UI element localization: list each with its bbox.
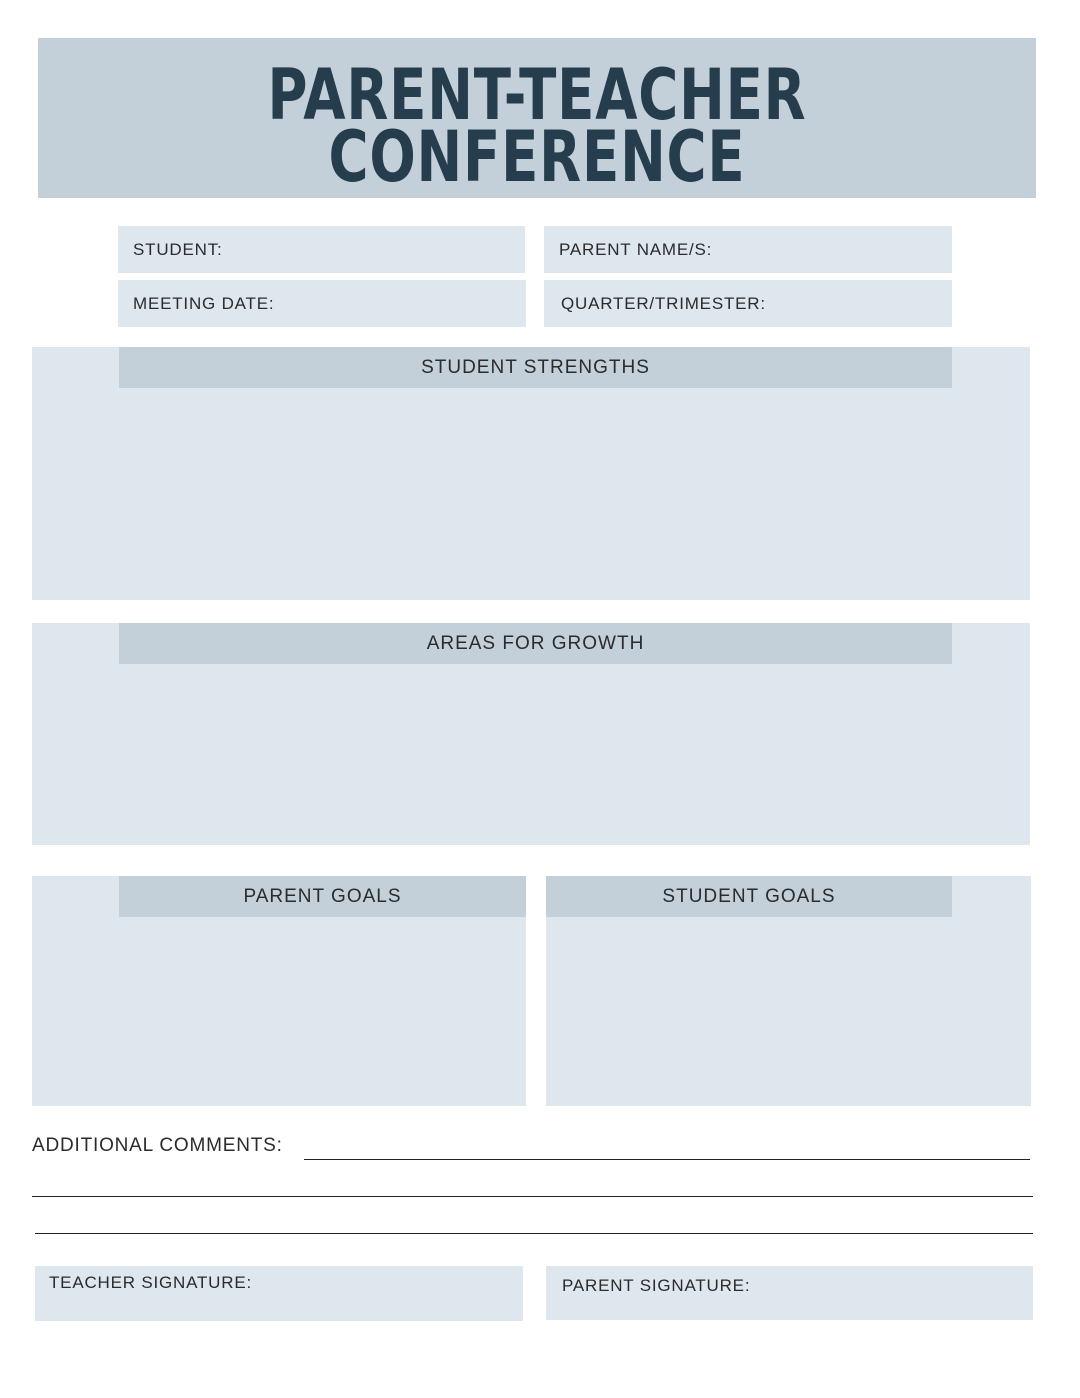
- parent-names-label: PARENT NAME/S:: [559, 239, 713, 259]
- comment-line-2[interactable]: [32, 1196, 1033, 1197]
- student-goals-heading: STUDENT GOALS: [546, 876, 952, 917]
- quarter-trimester-label: QUARTER/TRIMESTER:: [561, 293, 766, 313]
- teacher-signature-field[interactable]: [35, 1266, 523, 1321]
- quarter-trimester-field[interactable]: [544, 280, 952, 327]
- page-title-line-1: PARENT-TEACHER: [267, 54, 807, 136]
- parent-names-field[interactable]: [544, 226, 952, 273]
- parent-goals-heading: PARENT GOALS: [119, 876, 526, 917]
- meeting-date-label: MEETING DATE:: [133, 293, 275, 313]
- student-strengths-heading: STUDENT STRENGTHS: [119, 347, 952, 388]
- student-field[interactable]: [118, 226, 525, 273]
- parent-signature-field[interactable]: [546, 1266, 1033, 1320]
- title-banner: [38, 38, 1036, 198]
- areas-for-growth-heading: AREAS FOR GROWTH: [119, 623, 952, 664]
- teacher-signature-label: TEACHER SIGNATURE:: [49, 1273, 252, 1292]
- meeting-date-field[interactable]: [118, 280, 526, 327]
- comment-line-1[interactable]: [304, 1159, 1030, 1160]
- page-title-line-2: CONFERENCE: [328, 116, 746, 198]
- additional-comments-label: ADDITIONAL COMMENTS:: [32, 1135, 283, 1156]
- student-label: STUDENT:: [133, 239, 223, 259]
- comment-line-3[interactable]: [35, 1233, 1033, 1234]
- parent-signature-label: PARENT SIGNATURE:: [562, 1276, 751, 1295]
